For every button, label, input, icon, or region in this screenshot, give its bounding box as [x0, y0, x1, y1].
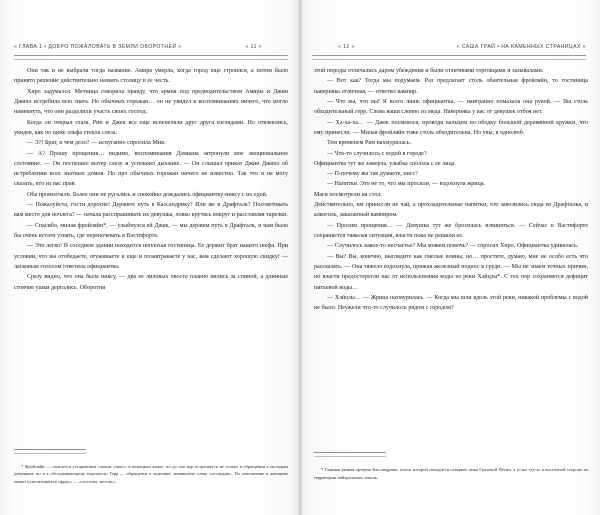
left-page-folio: « 11 »	[245, 44, 262, 50]
paragraph: — Это легко! В соседнем здании находится неплохая гостиница. Ее держит брат нашего шефа. При условии, что вы отобедаете, отужинаете и еще и позавтракаете у нас, вам сделают хорошую скидку! — ласковым голосом ответила официантка.	[14, 243, 288, 270]
paragraph: — Что вы, что вы! Я всего лишь официантка, — наигранно помахала она рукой. — Вы столь обходительный герр. Слова ваши словно из меда. Наверняка у вас от девушек отбоя нет.	[314, 98, 588, 116]
left-text-column	[14, 66, 288, 293]
paragraph: — Вы? Вы, конечно, выглядите как смелые воины, но… простите, думаю, мне не особо есть что рассказать. — Она тяжело вздохнула, прижав железный поднос к груди. — Мы не знаем точных причин, но власти предостерегли нас от использования воды из реки Хэйцзы*. С тех пор сохраняется дефицит питьевой воды…	[314, 253, 588, 291]
left-footnote-rule	[14, 449, 86, 454]
paragraph: Хиро задумался. Мечница говорила правду, что армия под предводительством Амиры и Джин Джихо истребила всю знать. Но обычных горожан… он не увидел в воспоминаниях ничего, что могло намекнуть, что они разделили участь своих господ.	[14, 88, 288, 116]
right-footnote-area	[314, 452, 588, 481]
right-footnote	[314, 466, 588, 481]
right-head-rule	[312, 55, 586, 60]
paragraph: Когда он открыл глаза, Рин и Джек все еще испепеляли друг друга взглядами. Но отвлеклись, увидев, как по щеке эльфа стекла слеза.	[14, 119, 288, 136]
right-text-column	[314, 66, 588, 314]
right-running-head-title: « САША ГРАЙ • НА КАМЕННЫХ СТРАНИЦАХ »	[456, 44, 586, 50]
paragraph: — Спасибо, милая фройляйн*, — улыбнулся ей Джек, — мы держим путь в Драфталк, и нам было бы очень кстати узнать, где переночевать в Вэстпфорте.	[14, 222, 288, 239]
paragraph: Оба промолчали. Более они не ругались и спокойно дождались официантку-никсу с их едой.	[27, 191, 268, 198]
paragraph: — Э?! Брат, в чем дело? — испуганно спросила Мия.	[27, 140, 166, 147]
paragraph: — Ха-ха-ха… — Джек посмеялся, проводя пальцем по ободку большой деревянной кружки, что ему принесли. — Милая фройляйн тоже столь обходительна. Но увы, я однолюб.	[314, 119, 588, 136]
page-gutter	[299, 0, 302, 515]
paragraph: Действительно, им принесли не чай, а прохладительные напитки, что завозились сюда из Драфталка, и алкоголь, заказанный вампиром.	[314, 202, 588, 219]
paragraph: — Просим прощения… — Девушка тут же бросилась извиняться. — Сейчас в Вэстпфорте сохраняется тяжелая ситуация, власти пока не решили ее.	[314, 222, 588, 239]
paragraph: — А? Прошу прощения… видимо, воспоминания Дэмиана затронули мое эмоциональное состояние. — Он поспешно вытер слезу и успокоил дыхание. — Он слышал приказ Джин Джихо об истреблении всех знатных домов. Но про обычных горожан ничего не известно. Так что я не могу сказать, кто из вас прав.	[14, 150, 288, 188]
paragraph: — П-почему вы так думаете, нисс?	[327, 171, 418, 178]
footnote-text: * Фройляйн — считается устаревшим словом «мисс» в немецком языке, но до сих пор встречается не только в обращении к молодым девушкам, но и к обслуживающему персоналу. Герр — обращение к мужчине, эквивалент слову «господин». По отношению к женщине может использоваться «фрау» — «госпожа, миссис».	[14, 463, 288, 484]
paragraph: Официантка тут же замерла, улыбка сползла с ее лица.	[314, 160, 456, 167]
paragraph: Они так и не выбрали тогда название. Амира умерла, когда город еще строился, а потом было принято решение действительно назвать столицу в ее честь.	[14, 68, 288, 85]
left-head-rule	[14, 55, 288, 60]
footnote-text: * Главная речная артерия Кассандрики, исток которой находится севернее пика Грозовой Песни, а устье где-то в восточной стороне на территории нейтральных земель.	[314, 467, 588, 480]
left-running-head-title: « ГЛАВА 1 • ДОБРО ПОЖАЛОВАТЬ В ЗЕМЛИ ОБОРОТНЕЙ »	[14, 44, 182, 50]
paragraph: Сразу видно, что она была никсу, — два ее лиловых хвоста плавно вились за спиной, а длинные стоячие ушки дергались. Оборотни	[14, 274, 288, 291]
paragraph: — Вот как? Тогда мы подумаем. Раз предлагает столь обаятельная фройляйн, то гостиница наверняка отличная, — ответил вампир.	[314, 78, 588, 95]
paragraph: — Напитки. Это не то, что мы просили, — вздохнула жрица.	[327, 181, 485, 188]
paragraph: — Что-то случилось с водой в городе?	[327, 150, 427, 157]
right-footnote-rule	[314, 452, 386, 457]
right-page	[300, 0, 600, 515]
paragraph: этой породы отличались даром убеждения и были отличными торговцами и зазывалами.	[314, 68, 544, 74]
paragraph: — Пожалуйста, гости дорогие! Держите путь в Кассандрику? Или же в Драфталк? Посоветовать вам место для ночлега? — начала расспрашивать их девушка, ловко крутясь вокруг и расставляя тарелки.	[14, 202, 288, 219]
left-footnote	[14, 463, 288, 485]
paragraph: — Хэйцзы… — Жрица нахмурилась. — Когда мы шли вдоль этой реки, никакой проблемы с водой не было. Неужели что-то случилось рядом с городом?	[314, 294, 588, 312]
paragraph: — Случилось какое-то несчастье? Мы можем помочь? — спросил Хиро. Официантка удивилась.	[327, 243, 579, 250]
paragraph: Тем временем Рин нахмурилась.	[327, 140, 412, 147]
right-page-folio: « 12 »	[338, 44, 355, 50]
paragraph: Маги посмотрели на стол.	[314, 191, 382, 198]
left-footnote-area	[14, 449, 288, 485]
